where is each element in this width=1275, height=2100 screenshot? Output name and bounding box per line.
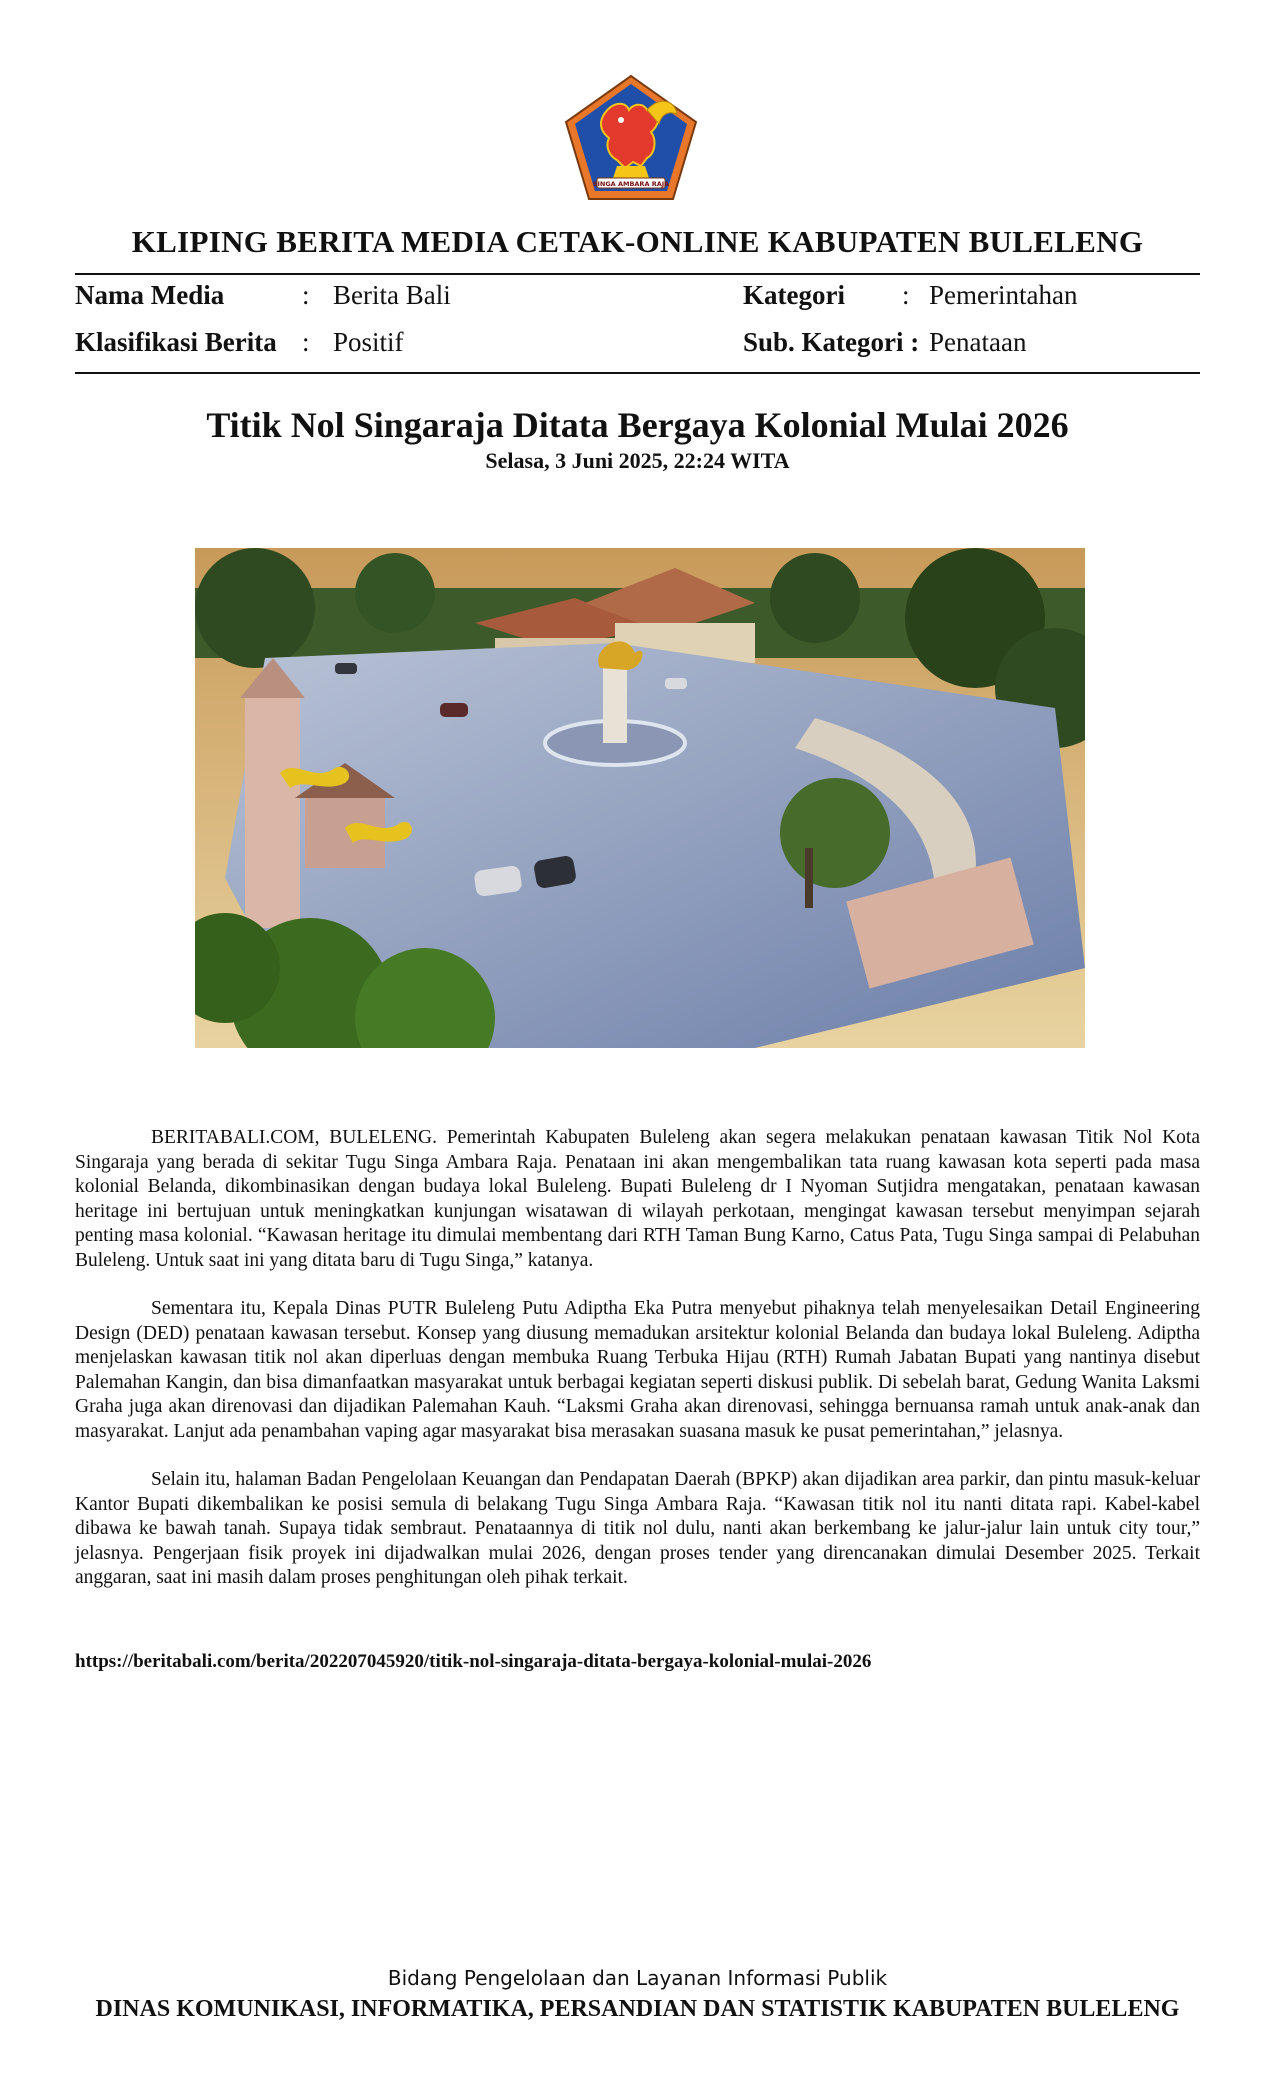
article-body bbox=[75, 1126, 1200, 1615]
category-label: Kategori bbox=[743, 280, 845, 310]
subcategory-value: Penataan bbox=[929, 327, 1027, 357]
article-headline: Titik Nol Singaraja Ditata Bergaya Kolonial Mulai 2026 bbox=[206, 405, 1069, 445]
meta-row-media bbox=[0, 280, 1275, 320]
svg-text:SINGA AMBARA RAJA: SINGA AMBARA RAJA bbox=[592, 180, 670, 188]
meta-row-classification bbox=[0, 327, 1275, 367]
article-paragraph: Sementara itu, Kepala Dinas PUTR Buleleng Putu Adiptha Eka Putra menyebut pihaknya telah menyelesaikan Detail Engineering Design (DED) penataan kawasan tersebut. Konsep yang diusung memadukan arsitektur kolonial Belanda dan budaya lokal Buleleng. Adiptha menjelaskan kawasan titik nol akan diperluas dengan membuka Ruang Terbuka Hijau (RTH) Rumah Jabatan Bupati yang nantinya disebut Palemahan Kangin, dan bisa dimanfaatkan masyarakat untuk berbagai kegiatan seperti diskusi publik. Di sebelah barat, Gedung Wanita Laksmi Graha juga akan direnovasi dan dijadikan Palemahan Kauh. “Laksmi Graha akan direnovasi, sehingga bernuansa ramah untuk anak-anak dan masyarakat. Lanjut ada penambahan vaping agar masyarakat bisa merasakan suasana masuk ke pusat pemerintahan,” jelasnya. bbox=[75, 1298, 1200, 1442]
media-label: Nama Media bbox=[75, 280, 225, 310]
classification-value: Positif bbox=[333, 327, 404, 357]
buleleng-regency-logo bbox=[563, 74, 699, 202]
article-dateline: Selasa, 3 Juni 2025, 22:24 WITA bbox=[485, 448, 790, 473]
subcategory-label: Sub. Kategori : bbox=[743, 327, 920, 357]
classification-label: Klasifikasi Berita bbox=[75, 327, 277, 357]
article-paragraph: Selain itu, halaman Badan Pengelolaan Keuangan dan Pendapatan Daerah (BPKP) akan dijadikan area parkir, dan pintu masuk-keluar Kantor Bupati dikembalikan ke posisi semula di belakang Tugu Singa Ambara Raja. “Kawasan titik nol itu nanti ditata rapi. Kabel-kabel dibawa ke bawah tanah. Supaya tidak sembraut. Penataannya di titik nol dulu, nanti akan berkembang ke jalur-jalur lain untuk city tour,” jelasnya. Pengerjaan fisik proyek ini dijadwalkan mulai 2026, dengan proses tender yang direncanakan dimulai Desember 2025. Terkait anggaran, saat ini masih dalam proses penghitungan oleh pihak terkait. bbox=[75, 1469, 1200, 1588]
footer-agency: DINAS KOMUNIKASI, INFORMATIKA, PERSANDIAN DAN STATISTIK KABUPATEN BULELENG bbox=[95, 1996, 1180, 2022]
source-link[interactable]: https://beritabali.com/berita/202207045920/titik-nol-singaraja-ditata-bergaya-kolonial-mulai-2026 bbox=[75, 1651, 872, 1672]
media-colon: : bbox=[302, 280, 310, 310]
top-divider bbox=[75, 273, 1200, 275]
article-paragraph: BERITABALI.COM, BULELENG. Pemerintah Kabupaten Buleleng akan segera melakukan penataan kawasan Titik Nol Kota Singaraja yang berada di sekitar Tugu Singa Ambara Raja. Penataan ini akan mengembalikan tata ruang kawasan kota seperti pada masa kolonial Belanda, dikombinasikan dengan budaya lokal Buleleng. Bupati Buleleng dr I Nyoman Sutjidra mengatakan, penataan kawasan heritage ini bertujuan untuk meningkatkan kunjungan wisatawan di wilayah perkotaan, mengingat kawasan tersebut menyimpan sejarah penting masa kolonial. “Kawasan heritage itu dimulai membentang dari RTH Taman Bung Karno, Catus Pata, Tugu Singa sampai di Pelabuhan Buleleng. Untuk saat ini yang ditata baru di Tugu Singa,” katanya. bbox=[75, 1127, 1200, 1271]
category-colon: : bbox=[902, 280, 910, 310]
clipping-title: KLIPING BERITA MEDIA CETAK-ONLINE KABUPATEN BULELENG bbox=[131, 224, 1144, 259]
media-value: Berita Bali bbox=[333, 280, 451, 310]
footer-division: Bidang Pengelolaan dan Layanan Informasi Publik bbox=[387, 1966, 888, 1990]
category-value: Pemerintahan bbox=[929, 280, 1078, 310]
classification-colon: : bbox=[302, 327, 310, 357]
bottom-divider bbox=[75, 372, 1200, 374]
article-photo bbox=[195, 548, 1085, 1048]
